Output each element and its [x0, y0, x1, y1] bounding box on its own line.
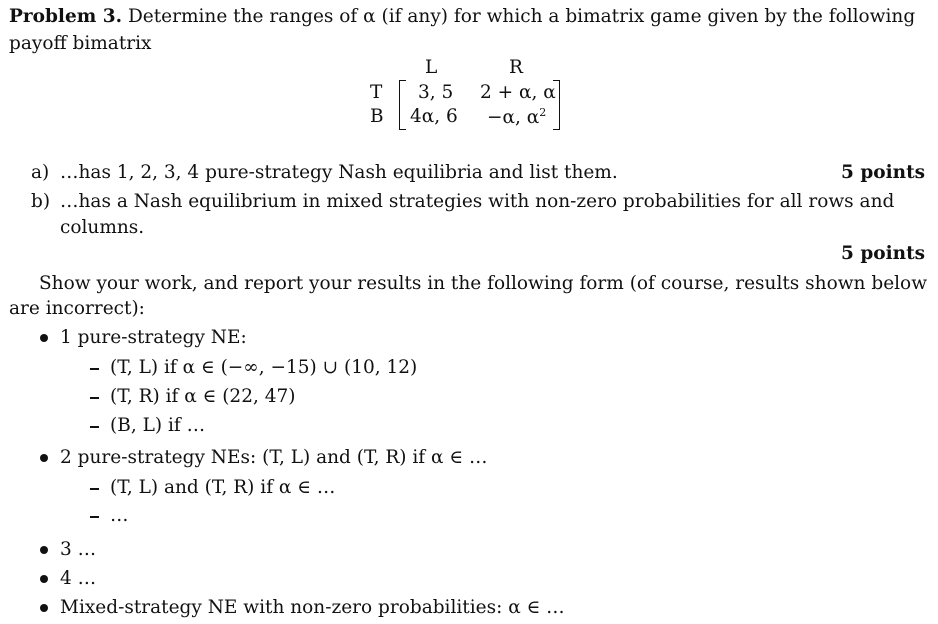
bullet-icon — [40, 454, 48, 462]
result-4-pure: 4 … — [60, 568, 97, 589]
dash-icon — [90, 368, 99, 370]
part-b-letter: b) — [31, 191, 51, 212]
problem-statement — [9, 6, 915, 27]
matrix-left-bracket — [399, 80, 406, 130]
result-1-item-3: (B, L) if … — [110, 415, 206, 436]
part-a-points: 5 points — [841, 162, 926, 183]
result-1-item-2: (T, R) if α ∈ (22, 47) — [110, 386, 296, 407]
problem-text-line1: Determine the ranges of α (if any) for which a bimatrix game given by the following — [127, 6, 916, 27]
part-b-text2: columns. — [60, 217, 145, 238]
row-label-t: T — [370, 82, 383, 103]
bullet-icon — [40, 575, 48, 583]
col-header-r: R — [509, 57, 523, 78]
dash-icon — [90, 516, 99, 518]
instructions-line1: Show your work, and report your results in the following form (of course, results shown below — [39, 273, 928, 294]
cell-bl: 4α, 6 — [410, 106, 458, 127]
part-b-text: …has a Nash equilibrium in mixed strategies with non-zero probabilities for all rows and — [60, 191, 895, 212]
result-1-pure: 1 pure-strategy NE: — [60, 327, 247, 348]
bullet-icon — [40, 334, 48, 342]
instructions-line2: are incorrect): — [9, 298, 145, 319]
problem-label: Problem 3. — [9, 6, 123, 27]
col-header-l: L — [425, 57, 438, 78]
result-2-pure: 2 pure-strategy NEs: (T, L) and (T, R) if α ∈ … — [60, 447, 488, 468]
bullet-icon — [40, 604, 48, 612]
part-a-text: …has 1, 2, 3, 4 pure-strategy Nash equilibria and list them. — [60, 162, 618, 183]
row-label-b: B — [370, 106, 384, 127]
cell-tr: 2 + α, α — [480, 82, 556, 103]
bullet-icon — [40, 546, 48, 554]
dash-icon — [90, 488, 99, 490]
result-1-item-1: (T, L) if α ∈ (−∞, −15) ∪ (10, 12) — [110, 357, 418, 378]
cell-br: −α, $\alpha^2$ — [487, 106, 547, 128]
result-2-item-2: … — [110, 505, 129, 526]
dash-icon — [90, 397, 99, 399]
dash-icon — [90, 426, 99, 428]
cell-tl: 3, 5 — [418, 82, 454, 103]
result-mixed: Mixed-strategy NE with non-zero probabilities: α ∈ … — [60, 597, 565, 618]
part-a-letter: a) — [31, 162, 50, 183]
part-b-points: 5 points — [841, 243, 926, 264]
result-3-pure: 3 … — [60, 539, 97, 560]
result-2-item-1: (T, L) and (T, R) if α ∈ … — [110, 477, 336, 498]
problem-text-line2: payoff bimatrix — [9, 33, 152, 54]
